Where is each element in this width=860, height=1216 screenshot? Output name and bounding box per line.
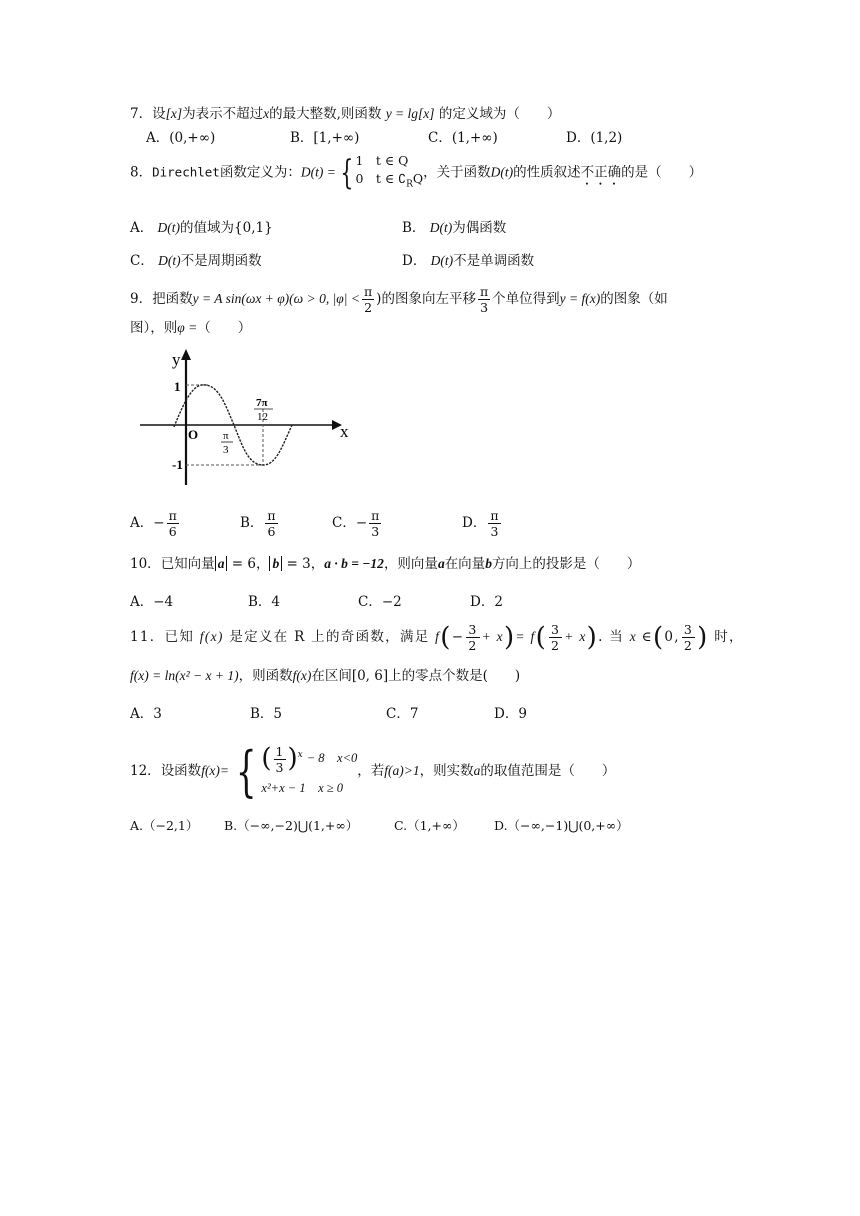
stem-text: 个单位得到	[492, 291, 560, 307]
fraction	[369, 508, 381, 539]
math-function: y = lg[x]	[385, 106, 435, 121]
option-label: B．	[402, 220, 426, 236]
stem-text: 为表示不超过	[182, 106, 264, 122]
math-minus: −	[451, 629, 465, 645]
numerator: π	[267, 508, 276, 523]
question-9-stem-line2	[130, 318, 251, 338]
paren-glyph: )	[586, 622, 599, 653]
fraction	[478, 284, 490, 315]
fraction	[274, 744, 286, 775]
option-d	[402, 251, 534, 271]
exponent: x	[297, 750, 303, 761]
fraction	[362, 284, 374, 315]
math-lhs: D(t) =	[300, 164, 336, 180]
numerator: 1	[275, 743, 284, 759]
option-d: D.（−∞,−1)⋃(0,+∞）	[494, 818, 629, 833]
math-x: x	[263, 106, 270, 121]
math-dt: D(t)	[490, 164, 514, 180]
stem-text: 在区间	[311, 668, 352, 684]
paren-glyph: (	[440, 622, 452, 653]
denominator: 2	[468, 638, 478, 653]
stem-text: 已知向量	[160, 556, 215, 572]
paren-glyph: )	[503, 622, 516, 653]
math-dt: D(t)	[429, 220, 453, 235]
math-a: a	[473, 763, 481, 778]
option-d: D．(1,2)	[566, 130, 623, 146]
math-dt: D(t)	[158, 253, 181, 268]
denominator: 6	[168, 524, 177, 539]
question-number: 9．	[130, 291, 153, 307]
numerator: 3	[683, 622, 694, 637]
stem-text: ，则实数	[419, 763, 474, 779]
option-d: D．2	[470, 594, 503, 610]
numerator: 3	[468, 622, 478, 637]
origin-label: O	[188, 427, 199, 442]
fraction	[466, 622, 479, 653]
option-b: B．[1,+∞)	[290, 130, 360, 146]
vector-b: b	[485, 556, 492, 571]
stem-text: ，则函数	[238, 668, 293, 684]
denominator: 3	[371, 524, 380, 539]
math-paren: )	[376, 291, 382, 307]
case-2: x²+x − 1 x ≥ 0	[261, 780, 344, 795]
stem-text: 的性质叙述	[513, 164, 581, 181]
option-d	[462, 508, 503, 539]
paren-glyph: )	[287, 744, 298, 775]
math-phi: φ =	[177, 320, 198, 335]
stem-text: 的最大整数,则函数	[269, 106, 382, 122]
denominator: 2	[683, 638, 694, 653]
math-floor-x: [x]	[165, 106, 183, 121]
math-eq-f: = f	[515, 629, 536, 644]
emphasized-text: 不正确	[580, 164, 622, 181]
tick-neg-one: -1	[172, 457, 183, 472]
stem-text: 方向上的投影是（ ）	[491, 556, 641, 572]
question-10-stem	[130, 554, 750, 574]
brace-glyph: {	[235, 739, 257, 803]
math-eq: = 3	[286, 556, 311, 572]
denominator: 3	[490, 524, 499, 539]
option-a: A.（−2,1）	[130, 818, 199, 833]
option-a: A．−4	[130, 594, 174, 610]
stem-text: 的图象向左平移	[381, 291, 476, 307]
option-text: 的值域为	[180, 220, 235, 236]
stem-text: 在向量	[444, 556, 486, 572]
option-label: A．	[130, 220, 154, 236]
stem-text: 已知	[164, 629, 195, 645]
denominator: 3	[275, 759, 284, 775]
sine-graph	[130, 345, 360, 495]
option-math: {0,1}	[234, 220, 273, 236]
denominator: 2	[364, 300, 373, 315]
stem-text: 图），则	[130, 320, 178, 336]
question-7-stem	[130, 104, 750, 124]
fraction	[682, 622, 695, 653]
option-a: A．3	[130, 706, 162, 722]
math-eq: = 6	[231, 556, 256, 572]
paren-glyph: )	[697, 622, 709, 653]
numerator: π	[168, 508, 177, 523]
case-1	[261, 742, 357, 774]
option-b: B.（−∞,−2)⋃(1,+∞）	[224, 818, 359, 833]
question-number: 12．	[130, 763, 161, 779]
math-x-in: x ∈	[629, 629, 653, 644]
numerator: π	[490, 508, 499, 523]
option-b	[240, 508, 280, 539]
option-text: 不是周期函数	[180, 253, 262, 269]
stem-text: 把函数	[152, 291, 193, 307]
stem-text: 函数定义为：	[219, 164, 301, 181]
fraction	[488, 508, 500, 539]
y-axis-arrow-icon	[181, 349, 191, 360]
math-interval: [0, 6]	[351, 668, 389, 684]
case-2-head: 0 t ∈ ∁	[355, 171, 407, 186]
option-label: A．	[130, 515, 154, 531]
option-sign: −	[355, 515, 368, 531]
option-text: 为偶函数	[452, 220, 507, 236]
paren-glyph: (	[535, 622, 548, 653]
option-d: D．9	[494, 706, 527, 722]
option-a	[130, 508, 181, 539]
math-plus-x: + x	[564, 629, 587, 644]
stem-text: 上的零点个数是( )	[388, 668, 521, 684]
case-2-tail: Q	[412, 171, 424, 186]
option-label: C．	[130, 253, 154, 269]
denominator: 2	[551, 638, 561, 653]
x-label: x	[340, 422, 349, 441]
option-text: 不是单调函数	[453, 253, 535, 269]
option-c: C．7	[386, 706, 419, 722]
math-fx: f(x)=	[201, 763, 230, 778]
tick-pi3-num: π	[223, 430, 229, 442]
stem-text: . 当	[598, 629, 625, 645]
option-c: C.（1,+∞）	[394, 818, 465, 833]
tick-7pi12-den: 12	[257, 411, 268, 423]
option-label: D．	[402, 253, 427, 269]
math-interval: 0,	[664, 629, 680, 645]
math-fx: f(x)	[199, 629, 224, 644]
case-2-sub: R	[406, 179, 413, 190]
case-2	[355, 170, 423, 194]
math-function: y = A sin(ωx + φ)(ω > 0, |φ| <	[192, 291, 360, 306]
stem-text: Direchlet	[152, 164, 220, 180]
option-label: C．	[332, 515, 356, 531]
question-8-stem	[130, 152, 750, 194]
question-11-stem-line2	[130, 666, 520, 686]
stem-text: 的取值范围是（ ）	[480, 763, 616, 779]
question-number: 8．	[130, 164, 153, 181]
paren-glyph: (	[652, 622, 665, 653]
stem-text: ，若	[357, 763, 385, 779]
option-c: C．(1,+∞)	[428, 130, 498, 146]
option-c: C．−2	[358, 594, 402, 610]
piecewise-cases	[261, 742, 357, 800]
numerator: π	[371, 508, 380, 523]
option-a	[130, 218, 273, 238]
math-fx: f(x)	[292, 668, 312, 683]
numerator: 3	[551, 622, 561, 637]
question-11-stem	[130, 620, 750, 654]
question-9-stem	[130, 282, 750, 316]
math-f: f	[435, 629, 441, 644]
denominator: 3	[480, 300, 489, 315]
option-b: B．5	[250, 706, 283, 722]
math-condition: f(a)>1	[384, 763, 420, 778]
tick-pi3-den: 3	[223, 444, 229, 456]
option-b: B．4	[248, 594, 281, 610]
numerator: π	[479, 284, 489, 299]
option-a: A．(0,+∞)	[146, 130, 216, 146]
separator: ，	[310, 556, 325, 572]
fraction	[549, 622, 562, 653]
math-plus-x: + x	[481, 629, 504, 644]
option-label: B．	[240, 515, 264, 531]
tick-one: 1	[174, 379, 181, 394]
stem-text: 设	[152, 106, 166, 122]
option-c	[332, 508, 383, 539]
option-b	[402, 218, 506, 238]
vector-b-norm: b	[269, 556, 282, 571]
question-number: 10．	[130, 556, 161, 572]
stem-text: 设函数	[160, 763, 202, 779]
y-label: y	[172, 350, 181, 369]
stem-text: （ ）	[197, 320, 252, 336]
stem-text: 的定义域为（ ）	[438, 106, 561, 122]
question-12-stem	[130, 739, 750, 803]
dot-product: a · b = −12	[324, 556, 384, 571]
separator: ，	[255, 556, 270, 572]
option-label: D．	[462, 515, 487, 531]
math-ln: f(x) = ln(x² − x + 1)	[130, 668, 239, 683]
stem-text: ，关于函数	[423, 164, 491, 181]
stem-text: 时，	[714, 629, 744, 645]
stem-text: 的图象（如	[600, 291, 668, 307]
question-number: 7．	[130, 106, 153, 122]
math-dt: D(t)	[430, 253, 454, 268]
denominator: 6	[267, 524, 276, 539]
numerator: π	[363, 284, 373, 299]
stem-text: 是定义在 R 上的奇函数，满足	[229, 629, 430, 645]
piecewise-cases	[355, 152, 423, 194]
case-1-rest: − 8 x<0	[306, 751, 358, 766]
tick-7pi12-num: 7π	[256, 397, 268, 409]
option-c	[130, 251, 262, 271]
math-dt: D(t)	[157, 220, 181, 235]
fraction	[265, 508, 277, 539]
fraction	[167, 508, 179, 539]
brace-glyph: {	[340, 152, 354, 193]
option-sign: −	[153, 515, 165, 531]
stem-text: ，则向量	[383, 556, 438, 572]
case-1: 1 t ∈ Q	[355, 153, 409, 168]
vector-a: a	[437, 556, 445, 571]
math-fx: y = f(x)	[559, 291, 601, 306]
paren-glyph: (	[261, 744, 272, 775]
vector-a-norm: a	[215, 556, 228, 571]
question-number: 11．	[130, 629, 165, 645]
stem-text: 的是（ ）	[621, 164, 703, 181]
